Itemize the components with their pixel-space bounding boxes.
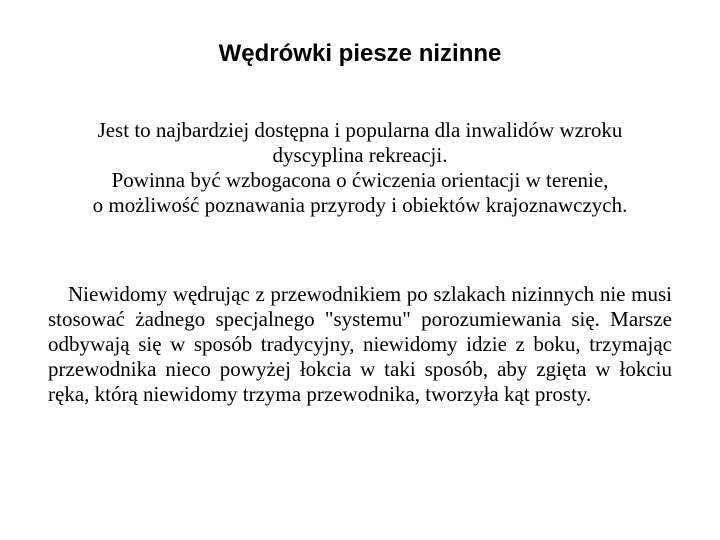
intro-line: Powinna być wzbogacona o ćwiczenia orientacji w terenie, [111, 168, 609, 192]
intro-text [40, 118, 680, 218]
intro-line: Jest to najbardziej dostępna i popularna dla inwalidów wzroku [97, 118, 623, 142]
intro-line: o możliwość poznawania przyrody i obiektów krajoznawczych. [92, 193, 628, 217]
body-paragraph: Niewidomy wędrując z przewodnikiem po szlakach nizinnych nie musi stosować żadnego specjalnego "systemu" porozumiewania się. Marsze odbywają się w sposób tradycyjny, niewidomy idzie z boku, trzymając przewodnika nieco powyżej łokcia w taki sposób, aby zgięta w łokciu ręka, którą niewidomy trzyma przewodnika, tworzyła kąt prosty. [48, 282, 672, 406]
slide-title: Wędrówki piesze nizinne [218, 40, 502, 67]
intro-line: dyscyplina rekreacji. [272, 143, 448, 167]
